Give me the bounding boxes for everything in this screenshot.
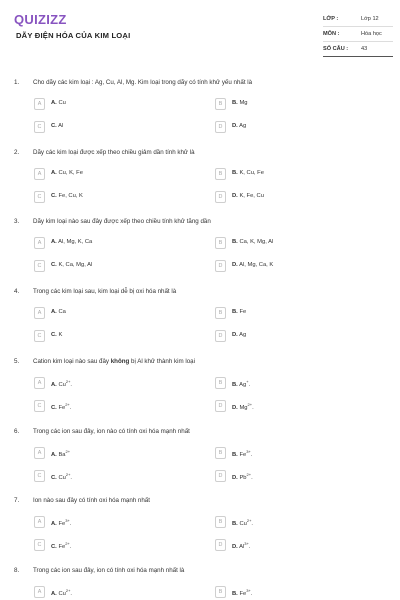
option-text: A. $Ba^{2+}$ <box>51 449 71 458</box>
option-text: B. $Cu^{2+}$. <box>232 518 254 527</box>
option-letter: D <box>215 470 226 482</box>
question-number: 3. <box>14 218 20 225</box>
option-text: D. $Al^{3+}$. <box>232 541 251 550</box>
option-letter: D <box>215 400 226 412</box>
meta-grade-value: Lớp 12 <box>361 16 379 22</box>
question-text: Trong các ion sau đây, ion nào có tính oxi hóa mạnh nhất <box>33 428 190 435</box>
option-letter: D <box>215 539 226 551</box>
option-text: A. Ca <box>51 309 66 315</box>
option-text: C. $Fe^{2+}$. <box>51 402 72 411</box>
option-text: B. Mg <box>232 100 248 106</box>
option-text: C. $Cu^{2+}$. <box>51 472 73 481</box>
meta-count-label: SỐ CÂU : <box>323 46 349 52</box>
option-letter: C <box>34 470 45 482</box>
option-letter: C <box>34 330 45 342</box>
option-letter: C <box>34 539 45 551</box>
option-letter: D <box>215 260 226 272</box>
option-letter: A <box>34 237 45 249</box>
option-text: A. $Fe^{3+}$. <box>51 518 72 527</box>
option-letter: C <box>34 400 45 412</box>
option-letter: B <box>215 586 226 598</box>
option-letter: A <box>34 586 45 598</box>
option-text: C. K, Ca, Mg, Al <box>51 262 93 268</box>
worksheet-header <box>0 0 400 64</box>
question-number: 8. <box>14 567 20 574</box>
option-text: D. Ag <box>232 123 247 129</box>
question-text: Trong các ion sau đây, ion có tính oxi hóa mạnh nhất là <box>33 567 185 574</box>
option-text: C. $Fe^{2+}$. <box>51 541 72 550</box>
question-text: Dãy kim loại nào sau đây được xếp theo chiều tính khử tăng dần <box>33 218 211 225</box>
option-text: D. $Pb^{2+}$. <box>232 472 253 481</box>
option-text: A. Cu, K, Fe <box>51 170 83 176</box>
option-text: B. Ca, K, Mg, Al <box>232 239 274 245</box>
option-text: B. $Fe^{3+}$. <box>232 449 253 458</box>
option-letter: D <box>215 330 226 342</box>
question-text: Ion nào sau đây có tính oxi hóa mạnh nhất <box>33 497 150 504</box>
option-letter: D <box>215 191 226 203</box>
option-text: B. $Fe^{3+}$. <box>232 588 253 597</box>
meta-count-value: 43 <box>361 46 368 52</box>
option-letter: B <box>215 168 226 180</box>
option-letter: B <box>215 447 226 459</box>
option-text: C. Al <box>51 123 64 129</box>
meta-grade-label: LỚP : <box>323 16 339 22</box>
meta-subject-value: Hóa học <box>361 31 382 37</box>
meta-divider <box>323 56 393 57</box>
option-letter: B <box>215 98 226 110</box>
option-text: D. $Mg^{2+}$. <box>232 402 254 411</box>
option-text: A. $Cu^{2+}$. <box>51 379 73 388</box>
option-letter: C <box>34 191 45 203</box>
option-text: B. Fe <box>232 309 247 315</box>
option-letter: A <box>34 377 45 389</box>
option-text: C. K <box>51 332 63 338</box>
question-number: 2. <box>14 149 20 156</box>
option-text: D. K, Fe, Cu <box>232 193 264 199</box>
meta-divider <box>323 26 393 27</box>
emphasis-text: không <box>110 358 130 365</box>
option-text: A. Cu <box>51 100 66 106</box>
option-letter: B <box>215 237 226 249</box>
question-number: 4. <box>14 288 20 295</box>
question-text: Dãy các kim loại được xếp theo chiều giảm dần tính khử là <box>33 149 195 156</box>
option-text: D. Al, Mg, Ca, K <box>232 262 274 268</box>
option-letter: B <box>215 516 226 528</box>
option-letter: C <box>34 260 45 272</box>
option-text: A. $Cu^{2+}$. <box>51 588 73 597</box>
question-text: Trong các kim loại sau, kim loại dễ bị oxi hóa nhất là <box>33 288 177 295</box>
option-text: D. Ag <box>232 332 247 338</box>
option-text: C. Fe, Cu, K <box>51 193 83 199</box>
worksheet-title: DÃY ĐIỆN HÓA CỦA KIM LOẠI <box>16 31 131 40</box>
option-text: B. Ag+. <box>232 379 251 388</box>
question-number: 7. <box>14 497 20 504</box>
option-letter: A <box>34 516 45 528</box>
option-text: B. K, Cu, Fe <box>232 170 264 176</box>
option-letter: A <box>34 168 45 180</box>
option-text: A. Al, Mg, K, Ca <box>51 239 93 245</box>
option-letter: A <box>34 447 45 459</box>
question-number: 5. <box>14 358 20 365</box>
option-letter: A <box>34 307 45 319</box>
meta-divider <box>323 41 393 42</box>
question-text: Cation kim loại nào sau đây không bị Al khử thành kim loại <box>33 358 196 365</box>
option-letter: A <box>34 98 45 110</box>
question-number: 1. <box>14 79 20 86</box>
option-letter: C <box>34 121 45 133</box>
question-text: Cho dãy các kim loại : Ag, Cu, Al, Mg. Kim loại trong dãy có tính khử yếu nhất là <box>33 79 253 86</box>
option-letter: B <box>215 307 226 319</box>
quizizz-logo: QUIZIZZ <box>14 12 67 27</box>
meta-subject-label: MÔN : <box>323 31 340 37</box>
option-letter: D <box>215 121 226 133</box>
question-number: 6. <box>14 428 20 435</box>
option-letter: B <box>215 377 226 389</box>
